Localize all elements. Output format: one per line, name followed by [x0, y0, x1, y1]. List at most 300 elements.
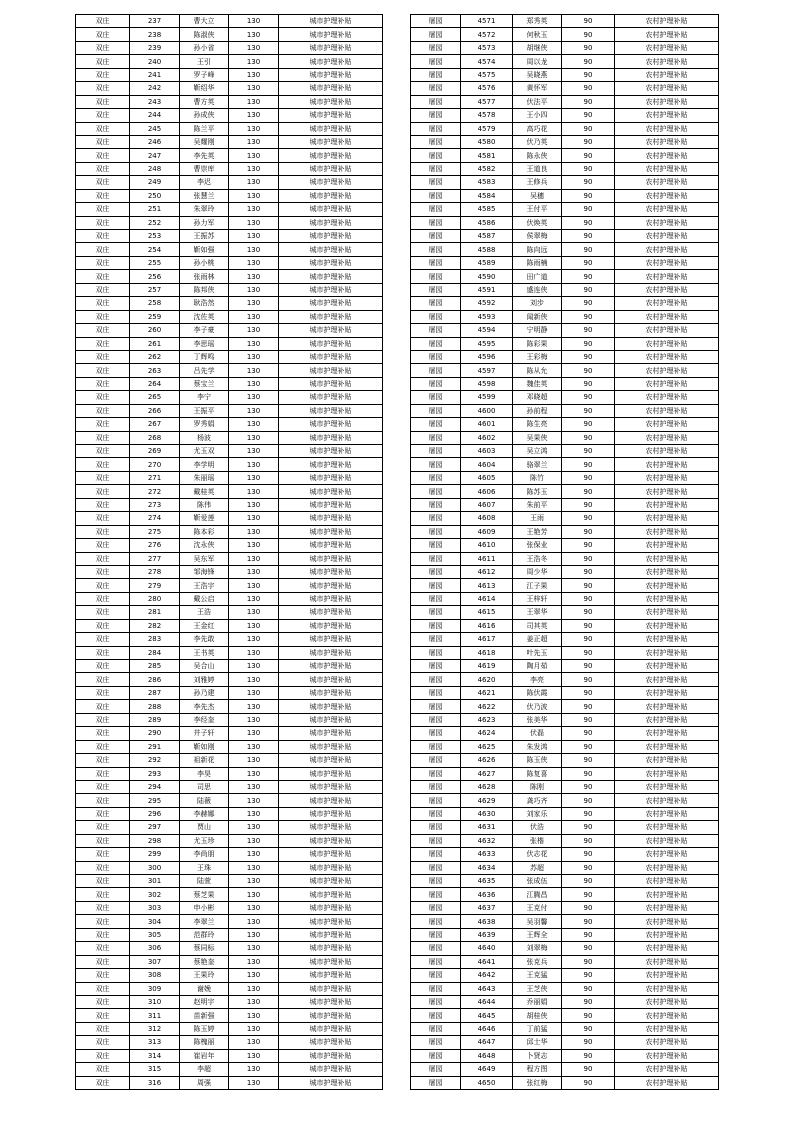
- table-row: [411, 95, 719, 108]
- cell-subsidy-type: 农村护理补贴: [615, 243, 719, 256]
- cell-subsidy-type: 城市护理补贴: [279, 431, 383, 444]
- cell-name: 乔丽娟: [513, 995, 562, 1008]
- cell-name: 王克付: [513, 901, 562, 914]
- cell-town: 双庄: [76, 928, 130, 941]
- cell-name: 朱前平: [513, 498, 562, 511]
- cell-amount: 90: [562, 942, 615, 955]
- cell-amount: 90: [562, 807, 615, 820]
- cell-serial: 4634: [461, 861, 513, 874]
- table-row: [411, 512, 719, 525]
- table-row: [76, 364, 383, 377]
- cell-serial: 244: [130, 109, 180, 122]
- cell-serial: 312: [130, 1022, 180, 1035]
- cell-town: 双庄: [76, 297, 130, 310]
- cell-amount: 130: [229, 189, 279, 202]
- cell-town: 双庄: [76, 485, 130, 498]
- cell-amount: 130: [229, 243, 279, 256]
- cell-town: 双庄: [76, 458, 130, 471]
- table-row: [76, 834, 383, 847]
- cell-serial: 262: [130, 350, 180, 363]
- cell-serial: 4602: [461, 431, 513, 444]
- cell-amount: 90: [562, 404, 615, 417]
- cell-subsidy-type: 农村护理补贴: [615, 995, 719, 1008]
- cell-town: 屠园: [411, 364, 461, 377]
- cell-town: 双庄: [76, 55, 130, 68]
- cell-subsidy-type: 城市护理补贴: [279, 485, 383, 498]
- table-row: [76, 283, 383, 296]
- cell-name: 沈永侠: [180, 539, 229, 552]
- cell-name: 张美华: [513, 713, 562, 726]
- table-row: [76, 445, 383, 458]
- table-row: [76, 230, 383, 243]
- cell-town: 屠园: [411, 135, 461, 148]
- cell-town: 双庄: [76, 700, 130, 713]
- cell-subsidy-type: 城市护理补贴: [279, 888, 383, 901]
- table-row: [76, 41, 383, 54]
- cell-amount: 90: [562, 1036, 615, 1049]
- cell-serial: 4572: [461, 28, 513, 41]
- cell-subsidy-type: 城市护理补贴: [279, 767, 383, 780]
- cell-town: 双庄: [76, 15, 130, 28]
- table-row: [411, 471, 719, 484]
- cell-subsidy-type: 城市护理补贴: [279, 203, 383, 216]
- cell-amount: 130: [229, 633, 279, 646]
- cell-subsidy-type: 城市护理补贴: [279, 445, 383, 458]
- cell-town: 双庄: [76, 525, 130, 538]
- cell-town: 双庄: [76, 592, 130, 605]
- cell-amount: 90: [562, 539, 615, 552]
- cell-name: 吴羽馨: [513, 915, 562, 928]
- cell-amount: 130: [229, 122, 279, 135]
- cell-name: 卜贤志: [513, 1049, 562, 1062]
- cell-name: 王振平: [180, 404, 229, 417]
- table-row: [76, 95, 383, 108]
- cell-subsidy-type: 城市护理补贴: [279, 794, 383, 807]
- cell-subsidy-type: 农村护理补贴: [615, 525, 719, 538]
- cell-amount: 90: [562, 445, 615, 458]
- cell-name: 刘雅婷: [180, 673, 229, 686]
- table-row: [411, 404, 719, 417]
- cell-town: 双庄: [76, 646, 130, 659]
- cell-name: 陈复喜: [513, 767, 562, 780]
- cell-subsidy-type: 农村护理补贴: [615, 1036, 719, 1049]
- cell-serial: 309: [130, 982, 180, 995]
- cell-amount: 90: [562, 297, 615, 310]
- cell-serial: 4621: [461, 686, 513, 699]
- cell-subsidy-type: 城市护理补贴: [279, 740, 383, 753]
- table-row: [76, 619, 383, 632]
- cell-town: 双庄: [76, 391, 130, 404]
- cell-name: 张成伍: [513, 875, 562, 888]
- cell-amount: 130: [229, 471, 279, 484]
- cell-amount: 130: [229, 1022, 279, 1035]
- cell-name: 王梓轩: [513, 592, 562, 605]
- cell-subsidy-type: 城市护理补贴: [279, 928, 383, 941]
- cell-subsidy-type: 农村护理补贴: [615, 404, 719, 417]
- cell-amount: 90: [562, 740, 615, 753]
- table-row: [411, 418, 719, 431]
- cell-amount: 90: [562, 364, 615, 377]
- cell-subsidy-type: 农村护理补贴: [615, 888, 719, 901]
- cell-amount: 130: [229, 727, 279, 740]
- table-row: [411, 982, 719, 995]
- cell-subsidy-type: 城市护理补贴: [279, 700, 383, 713]
- cell-name: 贾山: [180, 821, 229, 834]
- cell-subsidy-type: 城市护理补贴: [279, 821, 383, 834]
- cell-town: 屠园: [411, 68, 461, 81]
- cell-name: 侯翠梅: [513, 230, 562, 243]
- cell-subsidy-type: 城市护理补贴: [279, 552, 383, 565]
- cell-town: 双庄: [76, 189, 130, 202]
- cell-town: 双庄: [76, 68, 130, 81]
- cell-amount: 90: [562, 149, 615, 162]
- cell-town: 屠园: [411, 324, 461, 337]
- cell-amount: 130: [229, 673, 279, 686]
- cell-subsidy-type: 农村护理补贴: [615, 512, 719, 525]
- cell-town: 双庄: [76, 888, 130, 901]
- cell-subsidy-type: 城市护理补贴: [279, 969, 383, 982]
- table-row: [76, 431, 383, 444]
- cell-amount: 90: [562, 848, 615, 861]
- cell-amount: 130: [229, 109, 279, 122]
- cell-town: 双庄: [76, 256, 130, 269]
- cell-amount: 90: [562, 1022, 615, 1035]
- cell-name: 孙小桃: [180, 256, 229, 269]
- cell-subsidy-type: 农村护理补贴: [615, 767, 719, 780]
- cell-name: 丁前猛: [513, 1022, 562, 1035]
- table-row: [76, 270, 383, 283]
- cell-serial: 304: [130, 915, 180, 928]
- table-row: [76, 458, 383, 471]
- cell-town: 屠园: [411, 203, 461, 216]
- cell-name: 谢娩: [180, 982, 229, 995]
- cell-name: 罗子峰: [180, 68, 229, 81]
- cell-serial: 279: [130, 579, 180, 592]
- cell-name: 程方图: [513, 1063, 562, 1076]
- cell-serial: 4609: [461, 525, 513, 538]
- cell-subsidy-type: 城市护理补贴: [279, 539, 383, 552]
- cell-serial: 302: [130, 888, 180, 901]
- table-row: [76, 1076, 383, 1089]
- table-row: [76, 15, 383, 28]
- cell-town: 屠园: [411, 283, 461, 296]
- cell-town: 双庄: [76, 216, 130, 229]
- cell-serial: 4601: [461, 418, 513, 431]
- table-row: [76, 646, 383, 659]
- cell-subsidy-type: 农村护理补贴: [615, 324, 719, 337]
- cell-subsidy-type: 城市护理补贴: [279, 377, 383, 390]
- cell-town: 屠园: [411, 592, 461, 605]
- cell-amount: 130: [229, 780, 279, 793]
- cell-amount: 130: [229, 216, 279, 229]
- cell-subsidy-type: 农村护理补贴: [615, 834, 719, 847]
- cell-town: 双庄: [76, 149, 130, 162]
- cell-amount: 90: [562, 928, 615, 941]
- table-row: [411, 270, 719, 283]
- cell-subsidy-type: 农村护理补贴: [615, 471, 719, 484]
- cell-subsidy-type: 城市护理补贴: [279, 606, 383, 619]
- cell-serial: 4615: [461, 606, 513, 619]
- cell-serial: 289: [130, 713, 180, 726]
- cell-town: 屠园: [411, 230, 461, 243]
- cell-name: 王浩冬: [513, 552, 562, 565]
- cell-amount: 130: [229, 619, 279, 632]
- cell-serial: 4580: [461, 135, 513, 148]
- cell-name: 陆薇: [180, 794, 229, 807]
- subsidy-table-right: [410, 14, 719, 1090]
- table-row: [76, 1036, 383, 1049]
- table-row: [411, 189, 719, 202]
- table-row: [76, 942, 383, 955]
- cell-serial: 4627: [461, 767, 513, 780]
- cell-subsidy-type: 农村护理补贴: [615, 230, 719, 243]
- cell-amount: 130: [229, 149, 279, 162]
- cell-town: 双庄: [76, 539, 130, 552]
- table-row: [411, 767, 719, 780]
- cell-amount: 130: [229, 350, 279, 363]
- table-row: [76, 982, 383, 995]
- cell-town: 双庄: [76, 512, 130, 525]
- cell-town: 屠园: [411, 740, 461, 753]
- cell-name: 陈向远: [513, 243, 562, 256]
- cell-name: 张楷: [513, 834, 562, 847]
- cell-amount: 130: [229, 982, 279, 995]
- cell-town: 屠园: [411, 391, 461, 404]
- table-row: [411, 68, 719, 81]
- cell-amount: 130: [229, 1049, 279, 1062]
- cell-subsidy-type: 农村护理补贴: [615, 552, 719, 565]
- cell-subsidy-type: 城市护理补贴: [279, 1049, 383, 1062]
- cell-amount: 90: [562, 350, 615, 363]
- cell-serial: 280: [130, 592, 180, 605]
- cell-name: 申小彬: [180, 901, 229, 914]
- cell-name: 邓晓超: [513, 391, 562, 404]
- cell-name: 伏志花: [513, 848, 562, 861]
- cell-subsidy-type: 农村护理补贴: [615, 1049, 719, 1062]
- cell-serial: 248: [130, 162, 180, 175]
- cell-serial: 270: [130, 458, 180, 471]
- cell-serial: 269: [130, 445, 180, 458]
- cell-serial: 307: [130, 955, 180, 968]
- cell-subsidy-type: 农村护理补贴: [615, 95, 719, 108]
- cell-subsidy-type: 城市护理补贴: [279, 660, 383, 673]
- cell-subsidy-type: 城市护理补贴: [279, 1076, 383, 1089]
- cell-subsidy-type: 城市护理补贴: [279, 807, 383, 820]
- table-row: [76, 471, 383, 484]
- cell-serial: 299: [130, 848, 180, 861]
- cell-name: 伏乃波: [513, 700, 562, 713]
- cell-town: 双庄: [76, 350, 130, 363]
- cell-serial: 4639: [461, 928, 513, 941]
- cell-subsidy-type: 城市护理补贴: [279, 875, 383, 888]
- cell-subsidy-type: 农村护理补贴: [615, 794, 719, 807]
- cell-subsidy-type: 农村护理补贴: [615, 216, 719, 229]
- cell-town: 双庄: [76, 377, 130, 390]
- cell-subsidy-type: 农村护理补贴: [615, 565, 719, 578]
- table-row: [76, 606, 383, 619]
- cell-serial: 4618: [461, 646, 513, 659]
- cell-name: 王彩梅: [513, 350, 562, 363]
- cell-amount: 90: [562, 41, 615, 54]
- cell-serial: 4571: [461, 15, 513, 28]
- cell-amount: 130: [229, 445, 279, 458]
- cell-amount: 90: [562, 270, 615, 283]
- cell-name: 祖新花: [180, 754, 229, 767]
- cell-amount: 130: [229, 754, 279, 767]
- cell-amount: 130: [229, 95, 279, 108]
- cell-serial: 243: [130, 95, 180, 108]
- cell-serial: 293: [130, 767, 180, 780]
- cell-serial: 277: [130, 552, 180, 565]
- cell-serial: 4640: [461, 942, 513, 955]
- cell-amount: 90: [562, 189, 615, 202]
- cell-name: 吕先学: [180, 364, 229, 377]
- cell-town: 屠园: [411, 901, 461, 914]
- table-row: [411, 337, 719, 350]
- table-row: [76, 391, 383, 404]
- cell-serial: 276: [130, 539, 180, 552]
- cell-name: 王浩: [180, 606, 229, 619]
- cell-subsidy-type: 农村护理补贴: [615, 660, 719, 673]
- cell-amount: 130: [229, 391, 279, 404]
- cell-town: 双庄: [76, 901, 130, 914]
- table-row: [411, 686, 719, 699]
- cell-subsidy-type: 农村护理补贴: [615, 270, 719, 283]
- cell-town: 双庄: [76, 767, 130, 780]
- cell-amount: 90: [562, 633, 615, 646]
- cell-name: 吴穗: [513, 189, 562, 202]
- cell-subsidy-type: 城市护理补贴: [279, 565, 383, 578]
- cell-serial: 4582: [461, 162, 513, 175]
- cell-name: 戴公启: [180, 592, 229, 605]
- cell-subsidy-type: 城市护理补贴: [279, 95, 383, 108]
- cell-town: 屠园: [411, 216, 461, 229]
- cell-town: 屠园: [411, 552, 461, 565]
- cell-name: 陈刚: [513, 780, 562, 793]
- cell-amount: 90: [562, 1049, 615, 1062]
- cell-name: 胡桂侠: [513, 1009, 562, 1022]
- cell-subsidy-type: 农村护理补贴: [615, 41, 719, 54]
- table-row: [411, 794, 719, 807]
- cell-subsidy-type: 城市护理补贴: [279, 458, 383, 471]
- cell-town: 屠园: [411, 418, 461, 431]
- cell-amount: 130: [229, 821, 279, 834]
- cell-serial: 295: [130, 794, 180, 807]
- cell-name: 李学明: [180, 458, 229, 471]
- cell-town: 双庄: [76, 1063, 130, 1076]
- cell-name: 吴果侠: [513, 431, 562, 444]
- cell-subsidy-type: 城市护理补贴: [279, 82, 383, 95]
- cell-subsidy-type: 农村护理补贴: [615, 297, 719, 310]
- cell-amount: 130: [229, 230, 279, 243]
- cell-town: 屠园: [411, 377, 461, 390]
- table-row: [411, 445, 719, 458]
- cell-serial: 252: [130, 216, 180, 229]
- cell-amount: 90: [562, 230, 615, 243]
- cell-amount: 130: [229, 969, 279, 982]
- cell-subsidy-type: 农村护理补贴: [615, 55, 719, 68]
- table-row: [411, 700, 719, 713]
- cell-name: 李赫娜: [180, 807, 229, 820]
- cell-amount: 130: [229, 15, 279, 28]
- cell-serial: 4645: [461, 1009, 513, 1022]
- cell-subsidy-type: 城市护理补贴: [279, 55, 383, 68]
- cell-serial: 4588: [461, 243, 513, 256]
- table-row: [76, 377, 383, 390]
- cell-town: 屠园: [411, 754, 461, 767]
- cell-town: 屠园: [411, 162, 461, 175]
- cell-subsidy-type: 农村护理补贴: [615, 955, 719, 968]
- cell-name: 李迟: [180, 176, 229, 189]
- cell-name: 伏法平: [513, 95, 562, 108]
- cell-town: 屠园: [411, 807, 461, 820]
- cell-town: 屠园: [411, 982, 461, 995]
- cell-amount: 130: [229, 337, 279, 350]
- cell-serial: 245: [130, 122, 180, 135]
- table-row: [76, 754, 383, 767]
- cell-serial: 4633: [461, 848, 513, 861]
- cell-town: 双庄: [76, 431, 130, 444]
- cell-town: 屠园: [411, 41, 461, 54]
- cell-serial: 255: [130, 256, 180, 269]
- table-row: [411, 41, 719, 54]
- table-row: [76, 686, 383, 699]
- cell-town: 双庄: [76, 135, 130, 148]
- table-row: [411, 660, 719, 673]
- cell-subsidy-type: 农村护理补贴: [615, 861, 719, 874]
- subsidy-table-left: [75, 14, 383, 1090]
- cell-serial: 4608: [461, 512, 513, 525]
- cell-town: 屠园: [411, 445, 461, 458]
- cell-name: 孙小省: [180, 41, 229, 54]
- table-row: [411, 754, 719, 767]
- cell-amount: 90: [562, 579, 615, 592]
- cell-serial: 4596: [461, 350, 513, 363]
- cell-name: 陈淑侠: [180, 28, 229, 41]
- cell-serial: 301: [130, 875, 180, 888]
- cell-town: 双庄: [76, 807, 130, 820]
- cell-town: 屠园: [411, 888, 461, 901]
- cell-amount: 90: [562, 713, 615, 726]
- cell-amount: 130: [229, 767, 279, 780]
- cell-serial: 265: [130, 391, 180, 404]
- cell-name: 陈竹: [513, 471, 562, 484]
- table-row: [411, 310, 719, 323]
- cell-name: 郑秀英: [513, 15, 562, 28]
- cell-town: 屠园: [411, 1063, 461, 1076]
- cell-town: 屠园: [411, 337, 461, 350]
- cell-name: 朱翠玲: [180, 203, 229, 216]
- cell-town: 双庄: [76, 230, 130, 243]
- table-row: [411, 243, 719, 256]
- cell-subsidy-type: 城市护理补贴: [279, 230, 383, 243]
- cell-name: 李先英: [180, 149, 229, 162]
- cell-name: 陈彩果: [513, 337, 562, 350]
- cell-amount: 130: [229, 176, 279, 189]
- cell-name: 骆翠兰: [513, 458, 562, 471]
- cell-town: 屠园: [411, 95, 461, 108]
- table-row: [76, 660, 383, 673]
- cell-amount: 90: [562, 243, 615, 256]
- table-row: [76, 216, 383, 229]
- cell-name: 陈槐丽: [180, 1036, 229, 1049]
- cell-town: 双庄: [76, 122, 130, 135]
- cell-name: 蔡芝果: [180, 888, 229, 901]
- cell-name: 王付平: [513, 203, 562, 216]
- cell-town: 屠园: [411, 969, 461, 982]
- cell-town: 双庄: [76, 1022, 130, 1035]
- cell-name: 叶先玉: [513, 646, 562, 659]
